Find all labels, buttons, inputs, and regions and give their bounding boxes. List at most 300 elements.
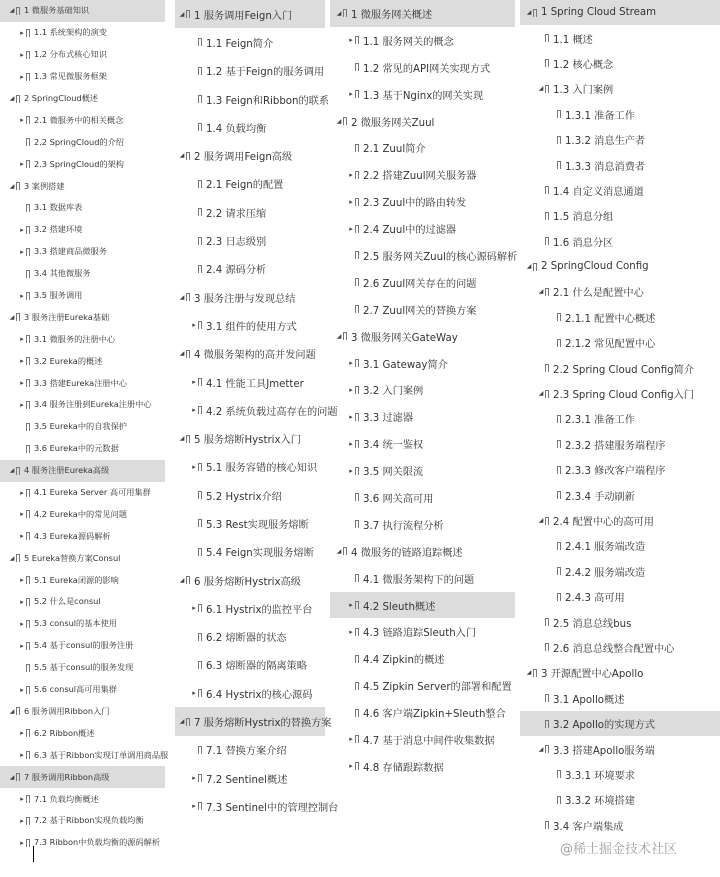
outline-item[interactable] [520, 203, 720, 228]
outline-item-label: 1.2 常见的API网关实现方式 [363, 63, 491, 75]
outline-item[interactable] [520, 178, 720, 203]
triangle-down-icon[interactable]: ◢ [9, 95, 15, 102]
outline-item-label: 1.3.1 准备工作 [565, 110, 635, 122]
bookmark-icon [198, 406, 202, 414]
outline-item[interactable] [520, 305, 720, 330]
outline-item[interactable] [0, 766, 165, 788]
outline-item-label: 5.1 Eureka闭源的影响 [34, 574, 119, 585]
outline-item-label: 3.5 网关限流 [363, 467, 424, 479]
triangle-right-icon[interactable]: ▸ [20, 335, 24, 344]
triangle-down-icon[interactable]: ◢ [526, 9, 532, 17]
bookmark-icon [186, 435, 190, 443]
outline-item[interactable] [0, 503, 165, 525]
triangle-right-icon[interactable]: ▸ [349, 36, 353, 45]
outline-item[interactable] [330, 0, 515, 27]
outline-item-label: 5 服务熔断Hystrix入门 [194, 435, 301, 447]
outline-item[interactable] [330, 430, 515, 457]
triangle-right-icon[interactable]: ▸ [20, 72, 24, 81]
outline-item[interactable] [175, 792, 339, 820]
outline-item-label: 2.1 微服务中的相关概念 [34, 114, 124, 125]
bookmark-icon [16, 467, 20, 475]
bookmark-icon [545, 821, 549, 829]
outline-item-label: 7 服务熔断Hystrix的替换方案 [194, 718, 332, 730]
triangle-right-icon[interactable]: ▸ [192, 802, 196, 811]
outline-item[interactable] [520, 51, 720, 76]
triangle-down-icon[interactable]: ◢ [9, 313, 15, 321]
outline-item[interactable] [175, 424, 325, 452]
triangle-right-icon[interactable]: ▸ [349, 90, 353, 99]
triangle-right-icon[interactable]: ▸ [20, 488, 24, 497]
bookmark-icon [26, 292, 30, 300]
outline-item[interactable] [330, 269, 515, 296]
outline-item[interactable] [0, 175, 165, 197]
outline-item[interactable] [0, 547, 165, 569]
outline-item[interactable] [0, 109, 165, 131]
triangle-right-icon[interactable]: ▸ [349, 412, 353, 421]
triangle-right-icon[interactable]: ▸ [20, 28, 24, 37]
outline-item[interactable] [0, 306, 165, 328]
outline-item[interactable] [520, 0, 720, 25]
triangle-right-icon[interactable]: ▸ [20, 291, 24, 300]
triangle-right-icon[interactable]: ▸ [192, 689, 196, 698]
outline-item[interactable] [175, 707, 332, 735]
outline-item[interactable] [520, 609, 720, 634]
outline-item-label: 4.2 系统负载过高存在的问题 [206, 406, 338, 418]
bookmark-icon [545, 34, 549, 42]
outline-item[interactable] [175, 0, 325, 28]
outline-item[interactable] [0, 131, 165, 153]
outline-item[interactable] [330, 134, 515, 161]
outline-item[interactable] [520, 254, 720, 279]
outline-item-label: 3.3 搭建商品微服务 [34, 246, 107, 257]
triangle-right-icon[interactable]: ▸ [20, 379, 24, 388]
triangle-down-icon[interactable]: ◢ [336, 9, 342, 17]
outline-item-label: 4.6 客户端Zipkin+Sleuth整合 [363, 709, 506, 721]
outline-item[interactable] [520, 432, 720, 457]
outline-item-label: 3.2 搭建环境 [34, 224, 83, 235]
triangle-right-icon[interactable]: ▸ [192, 406, 196, 415]
outline-item[interactable] [175, 368, 325, 396]
triangle-down-icon[interactable]: ◢ [179, 576, 185, 584]
bookmark-icon [198, 95, 202, 103]
outline-item[interactable] [520, 25, 720, 50]
outline-item-label: 5.2 什么是consul [34, 596, 101, 607]
outline-item-label: 2.3.4 手动刷新 [565, 491, 635, 503]
outline-item[interactable] [520, 76, 720, 101]
outline-item[interactable] [0, 460, 165, 482]
outline-item[interactable] [175, 28, 325, 56]
outline-item-label: 2.3 日志级别 [206, 237, 267, 249]
bookmark-icon [355, 144, 359, 152]
outline-item[interactable] [520, 660, 720, 685]
outline-item-label: 5.5 基于consul的服务发现 [34, 662, 134, 673]
bookmark-icon [557, 567, 561, 575]
triangle-right-icon[interactable]: ▸ [20, 400, 24, 409]
outline-item[interactable] [330, 323, 515, 350]
outline-item[interactable] [0, 0, 165, 22]
triangle-right-icon[interactable]: ▸ [20, 816, 24, 825]
outline-item[interactable] [330, 457, 515, 484]
outline-item[interactable] [330, 242, 518, 269]
outline-item-label: 7.2 基于Ribbon实现负载均衡 [34, 815, 144, 826]
triangle-down-icon[interactable]: ◢ [9, 182, 15, 190]
bookmark-icon [545, 237, 549, 245]
triangle-down-icon[interactable]: ◢ [9, 773, 15, 781]
triangle-right-icon[interactable]: ▸ [349, 466, 353, 475]
outline-item[interactable] [330, 511, 515, 538]
triangle-down-icon[interactable]: ◢ [538, 288, 544, 296]
bookmark-icon [26, 817, 30, 825]
triangle-right-icon[interactable]: ▸ [20, 160, 24, 169]
bookmark-icon [198, 491, 202, 499]
outline-item[interactable] [330, 27, 515, 54]
outline-item[interactable] [330, 753, 515, 780]
outline-item[interactable] [175, 481, 325, 509]
outline-item-label: 3.3 搭建Eureka注册中心 [34, 377, 127, 388]
outline-item-label: 3.2 Apollo的实现方式 [553, 720, 655, 732]
outline-item-label: 2.6 Zuul网关存在的问题 [363, 278, 477, 290]
bookmark-icon [198, 802, 202, 810]
outline-item[interactable] [330, 565, 515, 592]
outline-item[interactable] [0, 153, 165, 175]
outline-item-label: 6.3 基于Ribbon实现订单调用商品服 [34, 749, 169, 760]
bookmark-icon [545, 720, 549, 728]
outline-item[interactable] [330, 54, 515, 81]
outline-item-label: 1 微服务网关概述 [351, 9, 433, 21]
outline-item-label: 2.4 配置中心的高可用 [553, 517, 654, 528]
outline-item[interactable] [175, 566, 325, 594]
outline-item[interactable] [175, 255, 325, 283]
outline-item[interactable] [0, 613, 165, 635]
triangle-right-icon[interactable]: ▸ [20, 685, 24, 694]
outline-item[interactable] [520, 736, 720, 761]
outline-item[interactable] [520, 279, 720, 304]
outline-item-label: 3.1 微服务的注册中心 [34, 333, 116, 344]
outline-item[interactable] [175, 509, 325, 537]
outline-item[interactable] [0, 722, 165, 744]
outline-item[interactable] [520, 457, 720, 482]
outline-item[interactable] [0, 744, 169, 766]
outline-item[interactable] [0, 44, 165, 66]
outline-item[interactable] [520, 533, 720, 558]
bookmark-icon [545, 618, 549, 626]
outline-item[interactable] [520, 762, 720, 787]
bookmark-icon [343, 332, 347, 340]
triangle-right-icon[interactable]: ▸ [349, 735, 353, 744]
triangle-right-icon[interactable]: ▸ [349, 385, 353, 394]
bookmark-icon [557, 110, 561, 118]
outline-item-label: 1.1 服务网关的概念 [363, 36, 454, 48]
triangle-down-icon[interactable]: ◢ [179, 350, 185, 358]
outline-item[interactable] [520, 330, 720, 355]
triangle-right-icon[interactable]: ▸ [192, 378, 196, 386]
outline-item[interactable] [0, 197, 165, 219]
bookmark-icon [198, 661, 202, 669]
outline-item[interactable] [0, 525, 165, 547]
triangle-right-icon[interactable]: ▸ [20, 116, 24, 125]
outline-item[interactable] [330, 484, 515, 511]
outline-column-3 [330, 0, 518, 780]
bookmark-icon [186, 152, 190, 160]
triangle-down-icon[interactable]: ◢ [179, 293, 185, 301]
outline-item[interactable] [330, 81, 515, 108]
outline-item[interactable] [0, 635, 165, 657]
outline-item[interactable] [520, 406, 720, 431]
outline-item-label: 1 服务调用Feign入门 [194, 10, 293, 22]
triangle-down-icon[interactable]: ◢ [9, 7, 15, 15]
outline-item[interactable] [520, 584, 720, 609]
triangle-down-icon[interactable]: ◢ [538, 517, 544, 524]
triangle-right-icon[interactable]: ▸ [20, 532, 24, 541]
outline-item[interactable] [330, 592, 515, 619]
outline-item-label: 1.2 基于Feign的服务调用 [206, 67, 325, 79]
bookmark-icon [355, 90, 359, 98]
outline-item-label: 1.4 负载均衡 [206, 123, 267, 135]
bookmark-icon [26, 576, 30, 584]
outline-item[interactable] [0, 810, 165, 832]
triangle-right-icon[interactable]: ▸ [20, 597, 24, 606]
outline-item[interactable] [330, 296, 515, 323]
outline-item[interactable] [0, 679, 165, 701]
outline-item[interactable] [330, 161, 515, 188]
triangle-right-icon[interactable]: ▸ [192, 774, 196, 783]
outline-item-label: 6 服务调用Ribbon入门 [24, 705, 110, 716]
outline-item[interactable] [175, 283, 325, 311]
outline-item-label: 2.4.3 高可用 [565, 593, 625, 605]
triangle-right-icon[interactable]: ▸ [20, 225, 24, 234]
outline-item[interactable] [175, 226, 325, 254]
bookmark-icon [343, 547, 347, 555]
outline-item[interactable] [520, 127, 720, 152]
outline-item-label: 1.1 系统架构的演变 [34, 27, 107, 38]
triangle-right-icon[interactable]: ▸ [20, 641, 24, 650]
bookmark-icon [26, 423, 30, 431]
triangle-right-icon[interactable]: ▸ [20, 619, 24, 628]
outline-item-label: 6.1 Hystrix的监控平台 [206, 604, 313, 616]
bookmark-icon [355, 225, 359, 233]
outline-item[interactable] [520, 787, 720, 812]
outline-item[interactable] [175, 538, 325, 566]
triangle-right-icon[interactable]: ▸ [349, 170, 353, 179]
triangle-right-icon[interactable]: ▸ [349, 197, 353, 206]
triangle-down-icon[interactable]: ◢ [179, 718, 185, 726]
outline-item-label: 2.2 SpringCloud的介绍 [34, 136, 124, 147]
outline-item[interactable] [175, 170, 325, 198]
triangle-down-icon[interactable]: ◢ [179, 435, 185, 443]
outline-item[interactable] [0, 657, 165, 679]
outline-item[interactable] [0, 350, 165, 372]
triangle-right-icon[interactable]: ▸ [20, 795, 24, 803]
triangle-right-icon[interactable]: ▸ [192, 321, 196, 330]
outline-item[interactable] [330, 376, 515, 403]
outline-item-label: 5.3 Rest实现服务熔断 [206, 519, 309, 531]
outline-item[interactable] [0, 22, 165, 44]
triangle-down-icon[interactable]: ◢ [526, 263, 532, 271]
outline-item-label: 5.4 Feign实现服务熔断 [206, 548, 314, 560]
outline-item[interactable] [0, 328, 165, 350]
bookmark-icon [26, 73, 30, 81]
outline-item[interactable] [520, 102, 720, 127]
triangle-right-icon[interactable]: ▸ [349, 601, 353, 610]
bookmark-icon [198, 123, 202, 131]
triangle-right-icon[interactable]: ▸ [349, 627, 353, 636]
outline-item[interactable] [0, 832, 165, 854]
bookmark-icon [198, 237, 202, 245]
outline-item[interactable] [175, 113, 325, 141]
outline-item-label: 4 微服务的链路追踪概述 [351, 547, 463, 559]
bookmark-icon [355, 574, 359, 582]
outline-item[interactable] [175, 736, 325, 764]
outline-item[interactable] [330, 672, 515, 699]
outline-item-label: 2.3 Zuul中的路由转发 [363, 198, 467, 210]
outline-item[interactable] [520, 508, 720, 533]
outline-item[interactable] [520, 635, 720, 660]
outline-item-label: 2.5 服务网关Zuul的核心源码解析 [363, 251, 518, 263]
outline-item[interactable] [330, 188, 515, 215]
outline-item-label: 6.4 Hystrix的核心源码 [206, 689, 313, 701]
outline-item-label: 2.2 请求压缩 [206, 208, 267, 220]
outline-item[interactable] [0, 438, 165, 460]
outline-item-label: 4.4 Zipkin的概述 [363, 655, 445, 667]
triangle-right-icon[interactable]: ▸ [192, 604, 196, 613]
outline-item[interactable] [330, 726, 515, 753]
outline-item[interactable] [330, 618, 515, 645]
bookmark-icon [186, 10, 190, 18]
outline-item[interactable] [175, 679, 325, 707]
outline-item[interactable] [0, 88, 165, 110]
outline-item-label: 4.3 Eureka源码解析 [34, 530, 111, 541]
outline-column-1 [0, 0, 169, 854]
outline-item[interactable] [0, 591, 165, 613]
triangle-right-icon[interactable]: ▸ [20, 576, 24, 585]
bookmark-icon [16, 182, 20, 190]
outline-item-label: 1.1 概述 [553, 34, 593, 46]
triangle-right-icon[interactable]: ▸ [192, 462, 196, 471]
triangle-down-icon[interactable]: ◢ [336, 547, 342, 555]
outline-item[interactable] [520, 482, 720, 507]
triangle-down-icon[interactable]: ◢ [336, 332, 342, 340]
triangle-right-icon[interactable]: ▸ [20, 751, 24, 760]
outline-item[interactable] [330, 645, 515, 672]
outline-item[interactable] [175, 85, 330, 113]
triangle-down-icon[interactable]: ◢ [9, 467, 15, 475]
outline-item[interactable] [0, 372, 165, 394]
bookmark-icon [186, 293, 190, 301]
outline-item[interactable] [0, 569, 165, 591]
triangle-down-icon[interactable]: ◢ [538, 390, 544, 398]
outline-item[interactable] [175, 141, 325, 169]
outline-item[interactable] [0, 482, 165, 504]
outline-item-label: 3.1 组件的使用方式 [206, 321, 297, 333]
bookmark-icon [26, 29, 30, 37]
outline-item[interactable] [520, 355, 720, 380]
outline-item[interactable] [175, 623, 325, 651]
bookmark-icon [26, 401, 30, 409]
triangle-right-icon[interactable]: ▸ [20, 510, 24, 519]
bookmark-icon [26, 51, 30, 59]
triangle-down-icon[interactable]: ◢ [179, 10, 185, 18]
triangle-right-icon[interactable]: ▸ [20, 729, 24, 738]
bookmark-icon [16, 554, 20, 562]
outline-item[interactable] [520, 711, 720, 736]
outline-item-label: 3 案例搭建 [24, 180, 65, 191]
outline-item-label: 7.3 Sentinel中的管理控制台 [206, 802, 339, 814]
outline-item[interactable] [520, 381, 720, 406]
outline-item[interactable] [175, 453, 325, 481]
triangle-right-icon[interactable]: ▸ [349, 224, 353, 233]
outline-item-label: 2 服务调用Feign高级 [194, 152, 293, 164]
triangle-down-icon[interactable]: ◢ [538, 85, 544, 93]
outline-item-label: 6.3 熔断器的隔离策略 [206, 661, 307, 673]
triangle-down-icon[interactable]: ◢ [526, 669, 532, 677]
outline-item[interactable] [520, 686, 720, 711]
outline-item[interactable] [0, 219, 165, 241]
triangle-right-icon[interactable]: ▸ [20, 247, 24, 256]
outline-item[interactable] [0, 263, 165, 285]
triangle-down-icon[interactable]: ◢ [336, 117, 342, 125]
outline-item-label: 7.1 替换方案介绍 [206, 746, 287, 758]
outline-item-label: 2 微服务网关Zuul [351, 117, 435, 129]
outline-item-label: 3.5 Eureka中的自我保护 [34, 421, 127, 432]
outline-item[interactable] [175, 198, 325, 226]
outline-item[interactable] [520, 813, 720, 838]
outline-item-label: 3.1 数据库表 [34, 202, 83, 213]
outline-item[interactable] [175, 340, 325, 368]
outline-item[interactable] [0, 788, 165, 810]
triangle-right-icon[interactable]: ▸ [20, 838, 24, 847]
triangle-right-icon[interactable]: ▸ [349, 762, 353, 771]
outline-item[interactable] [175, 594, 325, 622]
outline-item[interactable] [175, 57, 325, 85]
outline-item[interactable] [0, 285, 165, 307]
triangle-down-icon[interactable]: ◢ [9, 554, 15, 562]
outline-item[interactable] [175, 651, 325, 679]
triangle-right-icon[interactable]: ▸ [20, 50, 24, 59]
outline-item[interactable] [520, 229, 720, 254]
bookmark-icon [26, 532, 30, 540]
outline-item[interactable] [330, 699, 515, 726]
outline-item-label: 2.7 Zuul网关的替换方案 [363, 305, 477, 317]
outline-item[interactable] [330, 403, 515, 430]
triangle-right-icon[interactable]: ▸ [20, 357, 24, 366]
bookmark-icon [26, 729, 30, 737]
bookmark-icon [26, 270, 30, 278]
outline-item[interactable] [0, 394, 165, 416]
outline-item[interactable] [520, 152, 720, 177]
outline-item[interactable] [175, 764, 325, 792]
outline-item[interactable] [330, 350, 515, 377]
outline-item[interactable] [0, 701, 165, 723]
outline-item[interactable] [0, 66, 165, 88]
outline-item[interactable] [175, 396, 338, 424]
triangle-right-icon[interactable]: ▸ [349, 359, 353, 368]
outline-item[interactable] [0, 416, 165, 438]
bookmark-icon [26, 664, 30, 672]
triangle-down-icon[interactable]: ◢ [538, 745, 544, 753]
outline-item[interactable] [330, 538, 515, 565]
outline-item[interactable] [0, 241, 165, 263]
outline-item-label: 2 SpringCloud Config [541, 261, 649, 273]
triangle-down-icon[interactable]: ◢ [9, 707, 15, 715]
triangle-right-icon[interactable]: ▸ [349, 439, 353, 448]
outline-item-label: 2 SpringCloud概述 [24, 93, 98, 103]
outline-item[interactable] [175, 311, 325, 339]
outline-item[interactable] [330, 108, 515, 135]
outline-item[interactable] [330, 215, 515, 242]
outline-item[interactable] [520, 559, 720, 584]
bookmark-icon [198, 774, 202, 782]
triangle-down-icon[interactable]: ◢ [179, 152, 185, 160]
